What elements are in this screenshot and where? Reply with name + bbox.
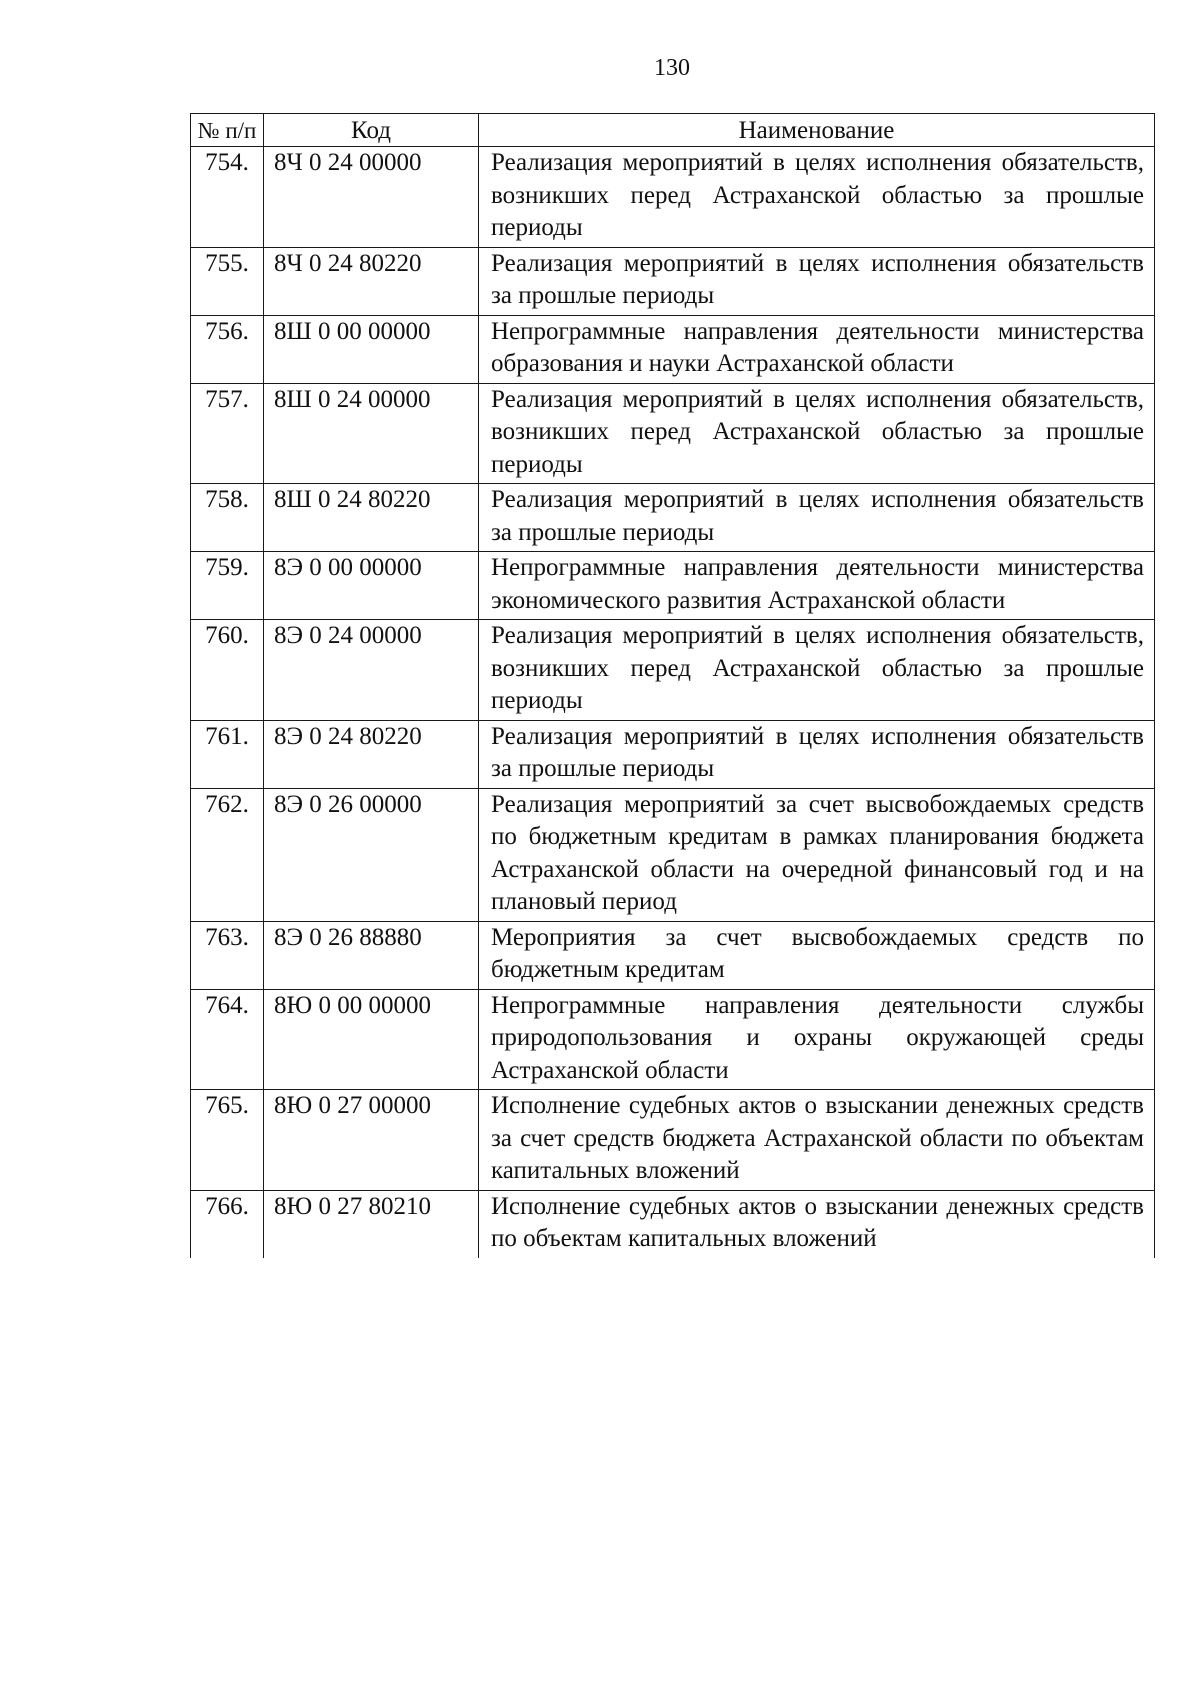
row-code: 8Э 0 26 88880 (264, 921, 479, 989)
row-number: 761. (191, 720, 264, 788)
row-number: 759. (191, 552, 264, 620)
table-row (191, 921, 1155, 989)
table-row (191, 1190, 1155, 1258)
row-number: 763. (191, 921, 264, 989)
table-row (191, 989, 1155, 1090)
table-row (191, 552, 1155, 620)
classification-table (190, 113, 1155, 1258)
row-name: Непрограммные направления деятельности министерства экономического развития Астраханской области (479, 552, 1155, 620)
row-name: Реализация мероприятий за счет высвобождаемых средств по бюджетным кредитам в рамках планирования бюджета Астраханской области на очередной финансовый год и на плановый период (479, 788, 1155, 921)
row-name: Реализация мероприятий в целях исполнения обязательств, возникших перед Астраханской областью за прошлые периоды (479, 147, 1155, 248)
row-number: 764. (191, 989, 264, 1090)
row-name: Мероприятия за счет высвобождаемых средств по бюджетным кредитам (479, 921, 1155, 989)
table-header-row (191, 114, 1155, 147)
table-row (191, 315, 1155, 383)
header-code: Код (264, 114, 479, 147)
row-name: Исполнение судебных актов о взыскании денежных средств за счет средств бюджета Астраханской области по объектам капитальных вложений (479, 1090, 1155, 1191)
row-name: Реализация мероприятий в целях исполнения обязательств за прошлые периоды (479, 484, 1155, 552)
row-number: 760. (191, 620, 264, 721)
page-number: 130 (654, 55, 690, 81)
table-row (191, 383, 1155, 484)
row-number: 757. (191, 383, 264, 484)
table-body (191, 147, 1155, 1258)
row-name: Реализация мероприятий в целях исполнения обязательств, возникших перед Астраханской областью за прошлые периоды (479, 383, 1155, 484)
table-row (191, 620, 1155, 721)
header-number: № п/п (191, 114, 264, 147)
table-row (191, 147, 1155, 248)
row-number: 754. (191, 147, 264, 248)
row-number: 765. (191, 1090, 264, 1191)
row-name: Непрограммные направления деятельности министерства образования и науки Астраханской области (479, 315, 1155, 383)
row-code: 8Э 0 24 80220 (264, 720, 479, 788)
row-code: 8Ш 0 00 00000 (264, 315, 479, 383)
row-code: 8Ю 0 27 00000 (264, 1090, 479, 1191)
row-name: Непрограммные направления деятельности службы природопользования и охраны окружающей среды Астраханской области (479, 989, 1155, 1090)
row-number: 756. (191, 315, 264, 383)
table-row (191, 1090, 1155, 1191)
table-row (191, 788, 1155, 921)
row-code: 8Ю 0 27 80210 (264, 1190, 479, 1258)
row-name: Реализация мероприятий в целях исполнения обязательств за прошлые периоды (479, 720, 1155, 788)
row-code: 8Ш 0 24 80220 (264, 484, 479, 552)
row-name: Реализация мероприятий в целях исполнения обязательств за прошлые периоды (479, 247, 1155, 315)
row-number: 762. (191, 788, 264, 921)
header-name: Наименование (479, 114, 1155, 147)
row-number: 758. (191, 484, 264, 552)
row-number: 755. (191, 247, 264, 315)
row-code: 8Ч 0 24 80220 (264, 247, 479, 315)
table-row (191, 484, 1155, 552)
table-row (191, 720, 1155, 788)
table-row (191, 247, 1155, 315)
row-code: 8Э 0 26 00000 (264, 788, 479, 921)
row-code: 8Э 0 00 00000 (264, 552, 479, 620)
row-code: 8Ч 0 24 00000 (264, 147, 479, 248)
row-name: Исполнение судебных актов о взыскании денежных средств по объектам капитальных вложений (479, 1190, 1155, 1258)
row-code: 8Ю 0 00 00000 (264, 989, 479, 1090)
row-name: Реализация мероприятий в целях исполнения обязательств, возникших перед Астраханской областью за прошлые периоды (479, 620, 1155, 721)
row-number: 766. (191, 1190, 264, 1258)
row-code: 8Э 0 24 00000 (264, 620, 479, 721)
row-code: 8Ш 0 24 00000 (264, 383, 479, 484)
